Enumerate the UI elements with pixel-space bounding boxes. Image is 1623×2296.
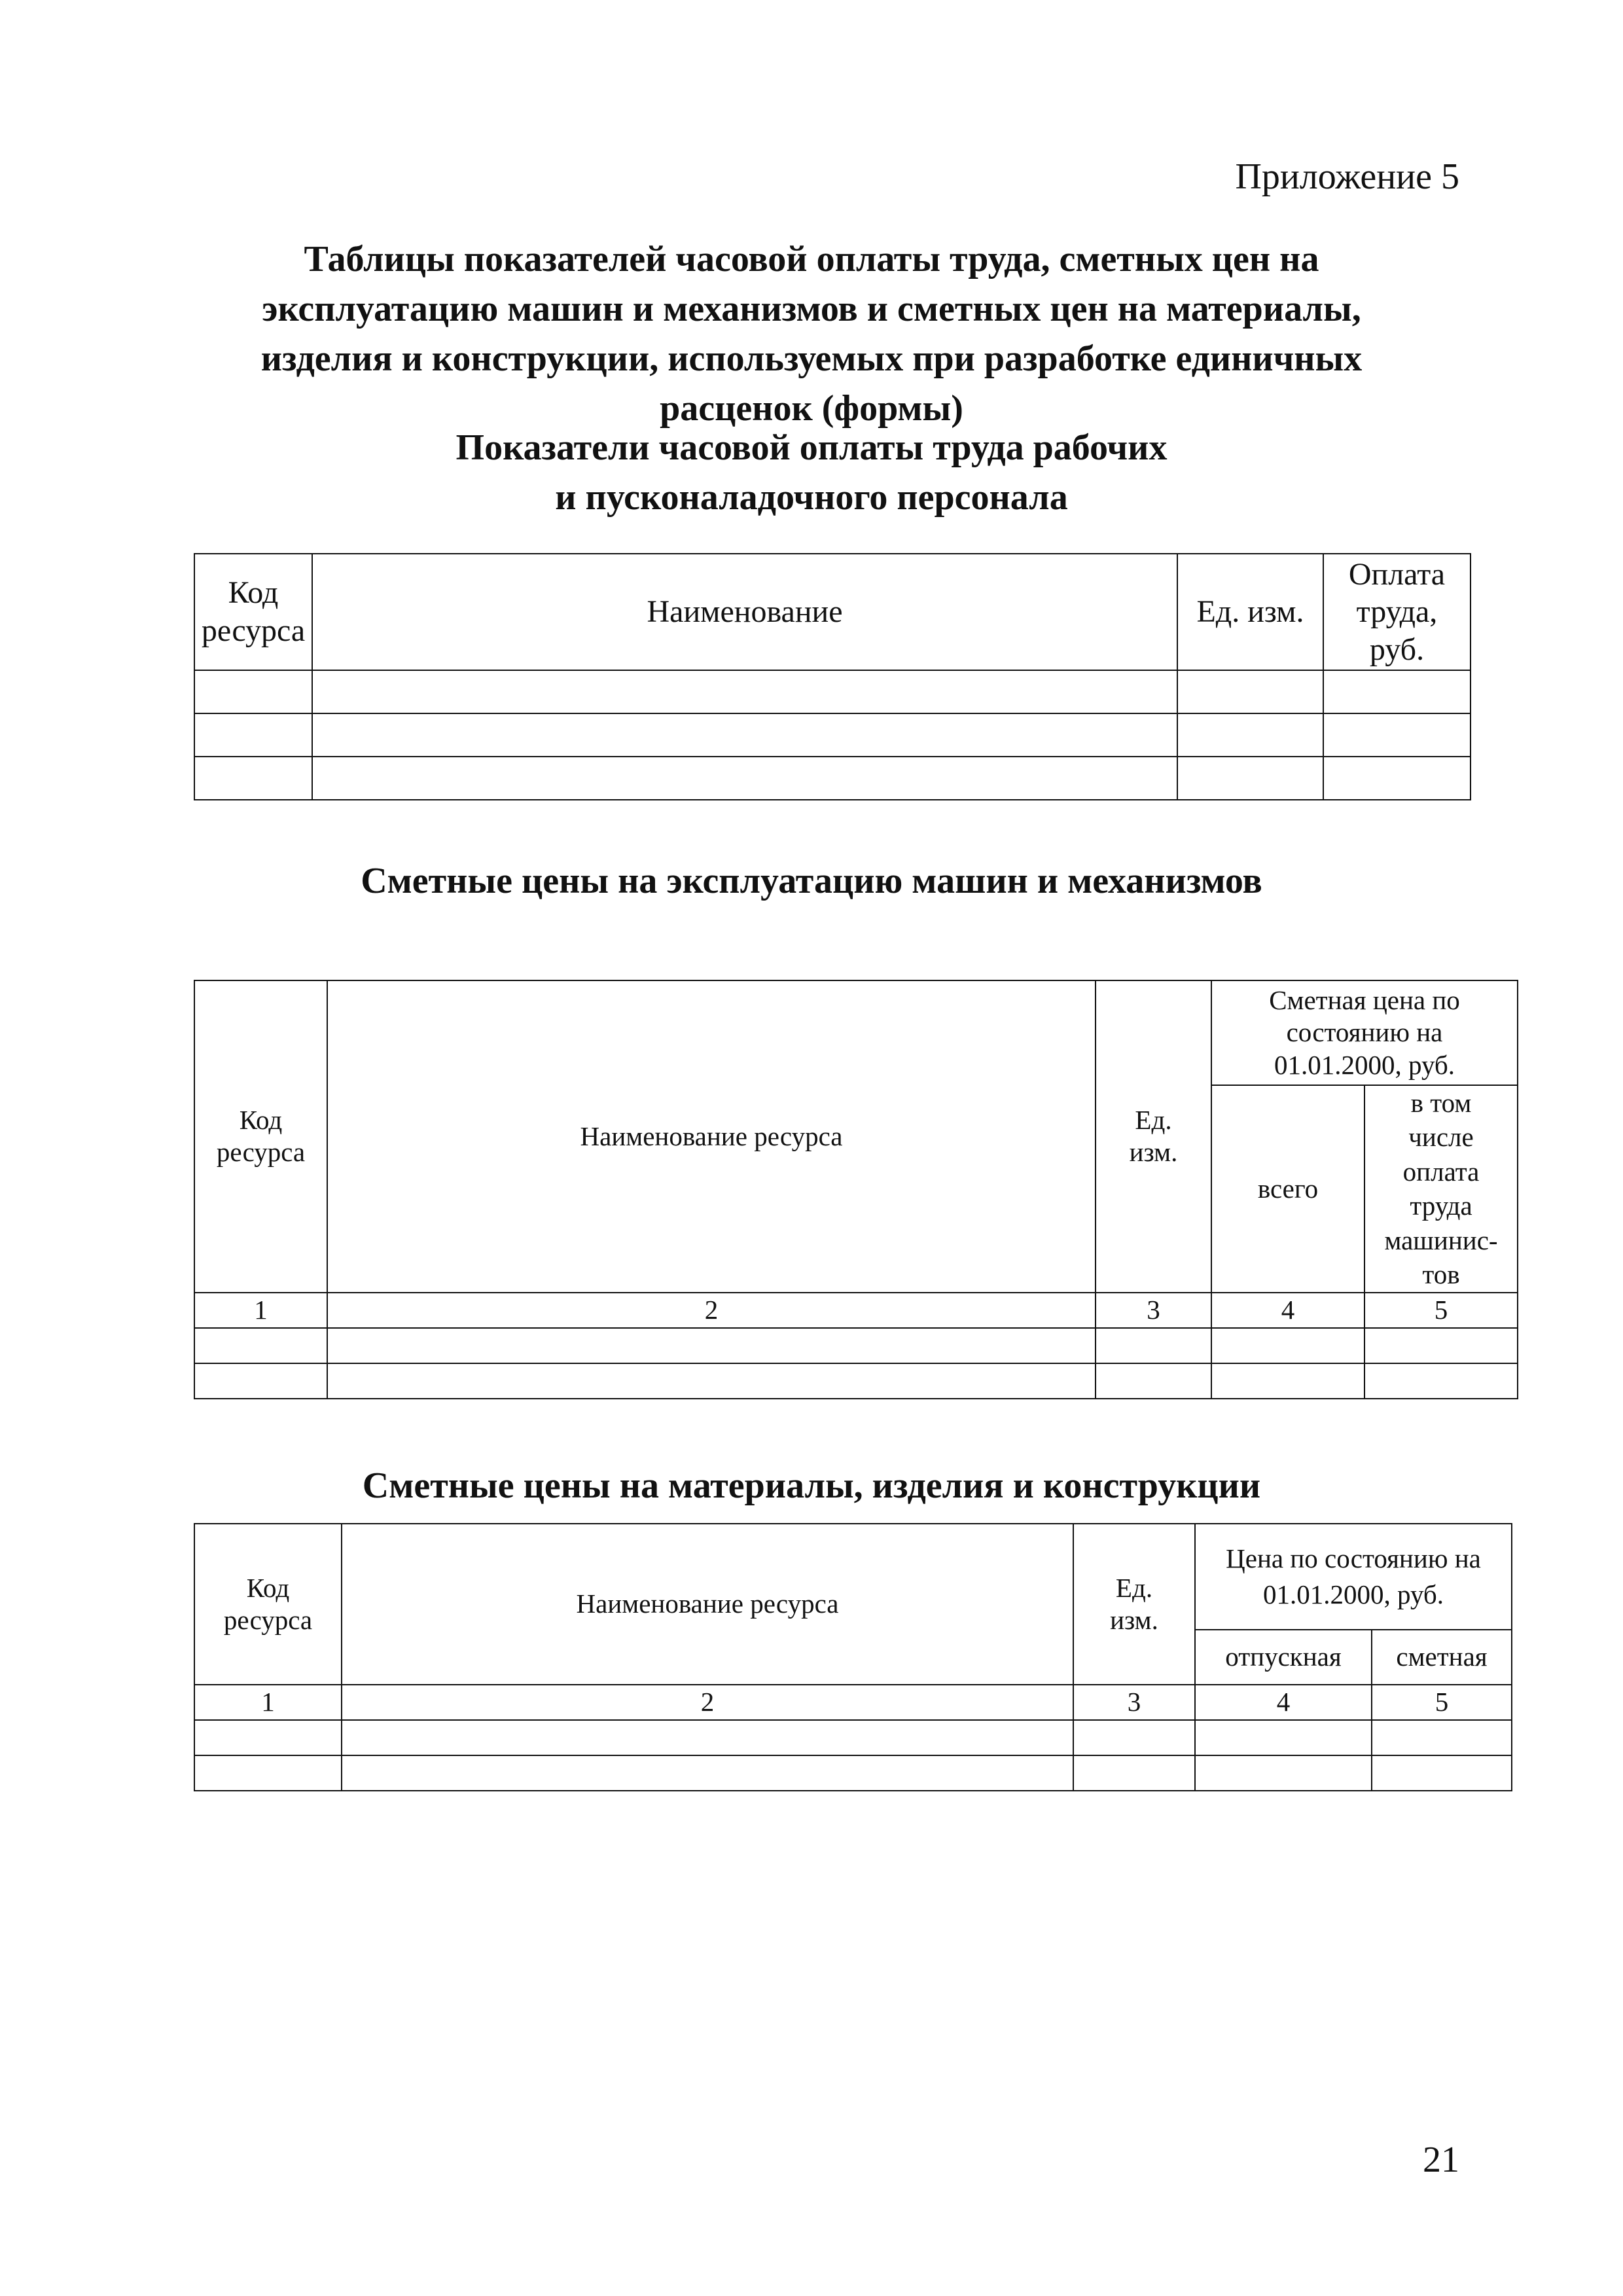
header-name: Наименование [312, 554, 1177, 670]
column-number: 5 [1364, 1293, 1518, 1328]
table-cell [1096, 1328, 1211, 1363]
header-release-price: отпускная [1195, 1630, 1372, 1685]
table-row [194, 1755, 1512, 1791]
labor-rates-table [194, 553, 1471, 800]
table-cell [312, 670, 1177, 713]
table-cell [312, 713, 1177, 757]
header-code: Код ресурса [194, 1524, 342, 1685]
header-price-group: Сметная цена по состоянию на 01.01.2000, руб. [1211, 980, 1518, 1085]
table3-title: Сметные цены на материалы, изделия и конструкции [362, 1465, 1261, 1506]
column-number: 3 [1073, 1685, 1195, 1720]
table-cell [1211, 1328, 1364, 1363]
table-cell [1177, 670, 1323, 713]
table-cell [327, 1363, 1096, 1399]
table-row [194, 1363, 1518, 1399]
header-estimate-price: сметная [1372, 1630, 1512, 1685]
table-cell [194, 1755, 342, 1791]
table-cell [194, 1363, 327, 1399]
column-number: 4 [1211, 1293, 1364, 1328]
header-unit: Ед. изм. [1073, 1524, 1195, 1685]
table-cell [194, 1328, 327, 1363]
table-cell [1073, 1755, 1195, 1791]
table-cell [194, 757, 312, 800]
main-title-line: эксплуатацию машин и механизмов и сметных цен на материалы, [262, 289, 1361, 329]
table-cell [194, 1720, 342, 1755]
table-row [194, 757, 1471, 800]
table-row [194, 1328, 1518, 1363]
column-number: 3 [1096, 1293, 1211, 1328]
main-title [157, 234, 1466, 433]
table1-title-line: Показатели часовой оплаты труда рабочих [455, 427, 1168, 468]
table-cell [1372, 1755, 1512, 1791]
header-code: Код ресурса [194, 980, 327, 1293]
column-numbers-row [194, 1685, 1512, 1720]
column-number: 1 [194, 1293, 327, 1328]
machine-prices-table [194, 980, 1518, 1399]
table-cell [1364, 1363, 1518, 1399]
table-cell [194, 713, 312, 757]
table-row [194, 713, 1471, 757]
table-cell [1195, 1720, 1372, 1755]
table-cell [1364, 1328, 1518, 1363]
column-numbers-row [194, 1293, 1518, 1328]
column-number: 2 [327, 1293, 1096, 1328]
page-number: 21 [1423, 2140, 1459, 2180]
table-cell [1195, 1755, 1372, 1791]
table-cell [1073, 1720, 1195, 1755]
table-cell [327, 1328, 1096, 1363]
table-row [194, 670, 1471, 713]
main-title-line: расценок (формы) [660, 388, 963, 429]
header-pay: Оплата труда, руб. [1323, 554, 1471, 670]
header-incl-labor: в том числе оплата труда машинис- тов [1364, 1085, 1518, 1293]
table-cell [1372, 1720, 1512, 1755]
header-unit: Ед. изм. [1096, 980, 1211, 1293]
header-unit: Ед. изм. [1177, 554, 1323, 670]
column-number: 2 [342, 1685, 1073, 1720]
table-cell [1323, 713, 1471, 757]
header-total: всего [1211, 1085, 1364, 1293]
main-title-line: изделия и конструкции, используемых при разработке единичных [260, 338, 1363, 379]
table1-title [157, 423, 1466, 522]
table-cell [1211, 1363, 1364, 1399]
header-name: Наименование ресурса [327, 980, 1096, 1293]
column-number: 5 [1372, 1685, 1512, 1720]
table-cell [342, 1755, 1073, 1791]
table-cell [1096, 1363, 1211, 1399]
appendix-label: Приложение 5 [1235, 156, 1459, 197]
column-number: 4 [1195, 1685, 1372, 1720]
table2-title: Сметные цены на эксплуатацию машин и механизмов [361, 861, 1262, 901]
header-name: Наименование ресурса [342, 1524, 1073, 1685]
header-code: Код ресурса [194, 554, 312, 670]
table-cell [1323, 670, 1471, 713]
column-number: 1 [194, 1685, 342, 1720]
table-cell [194, 670, 312, 713]
table-cell [342, 1720, 1073, 1755]
header-price-group: Цена по состоянию на 01.01.2000, руб. [1195, 1524, 1512, 1630]
table-cell [1177, 757, 1323, 800]
material-prices-table [194, 1523, 1512, 1791]
table1-title-line: и пусконаладочного персонала [555, 477, 1068, 518]
main-title-line: Таблицы показателей часовой оплаты труда, сметных цен на [304, 239, 1319, 279]
table-row [194, 1720, 1512, 1755]
table-cell [1177, 713, 1323, 757]
table-cell [312, 757, 1177, 800]
table-cell [1323, 757, 1471, 800]
